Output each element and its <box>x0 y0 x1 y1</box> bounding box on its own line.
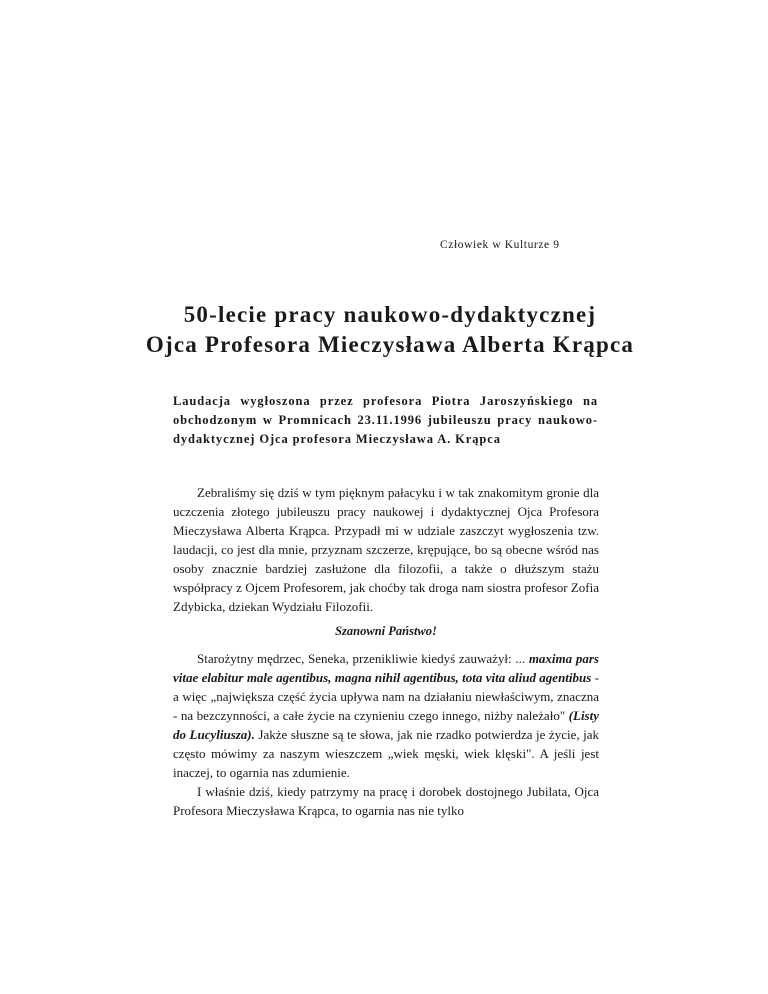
quote-source: (Listy do Lucyliusza). <box>173 708 599 742</box>
body-paragraph-2 <box>173 649 599 820</box>
page-title <box>120 300 660 360</box>
body-paragraph-1 <box>173 483 599 616</box>
running-head: Człowiek w Kulturze 9 <box>440 239 560 251</box>
subtitle: Laudacja wygłoszona przez profesora Piotra Jaroszyńskiego na obchodzonym w Promnicach 23.11.1996 jubileuszu pracy naukowo-dydaktycznej Ojca profesora Mieczysława A. Krąpca <box>173 394 598 446</box>
paragraph-text <box>173 649 599 782</box>
paragraph-text-3: I właśnie dziś, kiedy patrzymy na pracę i dorobek dostojnego Jubilata, Ojca Profesora Mieczysława Krąpca, to ogarnia nas nie tylko <box>173 784 599 818</box>
paragraph-rest: Jakże słuszne są te słowa, jak nie rzadko potwierdza je życie, jak często mówimy za naszym wieszczem „wiek męski, wiek klęski". A jeśli jest inaczej, to ogarnia nas zdumienie. <box>173 727 600 780</box>
latin-quote: maxima pars vitae elabitur male agentibus, magna nihil agentibus, tota vita aliud agentibus <box>173 651 599 685</box>
title-line-1: 50-lecie pracy naukowo-dydaktycznej <box>183 302 597 327</box>
seneca-intro: Starożytny mędrzec, Seneka, przenikliwie kiedyś zauważył: ... <box>197 651 526 666</box>
salutation: Szanowni Państwo! <box>335 624 437 638</box>
title-line-2: Ojca Profesora Mieczysława Alberta Krąpca <box>145 332 635 357</box>
paragraph-text: Zebraliśmy się dziś w tym pięknym pałacyku i w tak znakomitym gronie dla uczczenia złotego jubileuszu pracy naukowej i dydaktycznej Ojca Profesora Mieczysława Alberta Krąpca. Przypadł mi w udziale zaszczyt wygłoszenia tzw. laudacji, co jest dla mnie, przyznam szczerze, krępujące, bo są obecne wśród nas osoby znacznie bardziej zasłużone dla filozofii, a także o dłuższym stażu współpracy z Ojcem Profesorem, jak choćby tak droga nam siostra profesor Zofia Zdybicka, dziekan Wydziału Filozofii. <box>173 485 599 614</box>
quote-translation: - a więc „największa część życia upływa nam na działaniu niewłaściwym, znaczna - na bezczynności, a całe życie na czynieniu czego innego, niżby należało" <box>173 670 599 723</box>
